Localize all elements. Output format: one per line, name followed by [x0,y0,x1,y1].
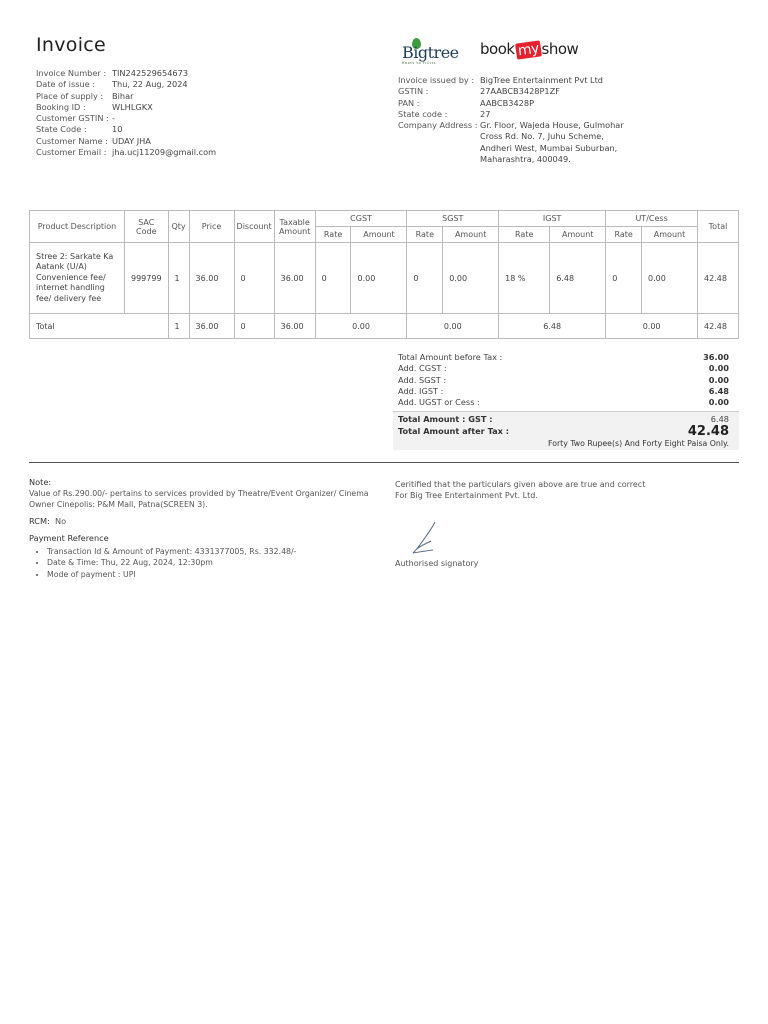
col-amount: Amount [443,227,499,243]
bms-my: my [516,40,540,60]
meta-key: PAN : [398,97,420,108]
totals-label: Total [30,314,169,339]
meta-value: Bihar [112,90,134,101]
divider [29,462,739,463]
meta-key: Place of supply : [36,90,104,101]
summary-totals-box [393,411,739,450]
rcm-value: No [55,516,67,526]
issuer-meta [398,75,630,165]
cell-qty: 1 [168,243,189,314]
col-amount: Amount [550,227,606,243]
meta-key: Customer Email : [36,147,107,158]
cert-line-2: For Big Tree Entertainment Pvt. Ltd. [395,491,538,501]
meta-value: AABCB3428P [480,97,535,108]
payment-list [29,546,379,580]
col-utcess: UT/Cess [606,211,698,227]
col-qty: Qty [168,211,189,243]
meta-key: State code : [398,108,448,119]
col-amount: Amount [351,227,407,243]
rcm-label: RCM: [29,516,50,526]
invoice-table [29,210,739,339]
col-rate: Rate [606,227,642,243]
gst-total-label: Total Amount : GST : [398,414,493,425]
meta-value: Thu, 22 Aug, 2024 [112,79,188,90]
rcm-line [29,516,379,527]
meta-value: TIN242529654673 [112,68,189,78]
cell-sgst-rate: 0 [407,243,443,314]
col-cgst: CGST [315,211,407,227]
after-tax-value: 42.48 [687,423,729,439]
col-sac: SAC Code [125,211,169,243]
totals-cgst: 0.00 [315,314,407,339]
totals-igst: 6.48 [499,314,606,339]
cell-discount: 0 [234,243,274,314]
header-row [30,211,739,227]
authorised-signatory: Authorised signatory [395,559,479,568]
list-item: • Transaction Id & Amount of Payment: 4331377005, Rs. 332.48/- [47,546,379,557]
summary-value: 6.48 [708,385,729,396]
meta-key: Customer Name : [36,135,108,146]
after-tax-label: Total Amount after Tax : [398,425,510,436]
col-rate: Rate [315,227,351,243]
col-discount: Discount [234,211,274,243]
totals-row [30,314,739,339]
meta-value: - [112,113,115,124]
bigtree-wordmark: Bigtree [402,43,459,62]
meta-value: UDAY JHA [112,135,151,146]
summary-label: Add. IGST : [398,385,444,396]
col-sgst: SGST [407,211,499,227]
list-item: • Mode of payment : UPI [47,569,379,580]
bms-show: show [541,40,579,58]
totals-ut: 0.00 [606,314,698,339]
signature-icon [405,520,445,558]
meta-key: Date of issue : [36,79,96,90]
meta-key: Company Address : [398,120,478,131]
cell-sgst-amount: 0.00 [443,243,499,314]
col-igst: IGST [499,211,606,227]
cell-igst-amount: 6.48 [550,243,606,314]
meta-value: BigTree Entertainment Pvt Ltd [480,75,603,85]
cell-description: Stree 2: Sarkate Ka Aatank (U/A) Convenience fee/ internet handling fee/ delivery fee [30,243,125,314]
totals-discount: 0 [234,314,274,339]
certification [395,479,715,502]
totals-total: 42.48 [698,314,739,339]
cell-igst-rate: 18 % [499,243,550,314]
table-row [30,243,739,314]
cert-line-1: Ceritified that the particulars given above are true and correct [395,480,646,489]
cell-price: 36.00 [189,243,234,314]
meta-key: Customer GSTIN : [36,113,109,124]
cell-ut-amount: 0.00 [642,243,698,314]
summary-label: Add. UGST or Cess : [398,397,480,408]
notes-section [29,477,379,580]
bookmyshow-logo [480,40,578,58]
meta-key: Booking ID : [36,101,86,112]
tax-summary [393,352,739,450]
summary-value: 0.00 [708,374,729,385]
meta-value: 27AABCB3428P1ZF [480,86,560,97]
payment-ref-heading: Payment Reference [29,533,109,543]
summary-label: Add. CGST : [398,363,447,374]
col-amount: Amount [642,227,698,243]
totals-qty: 1 [168,314,189,339]
amount-in-words: Forty Two Rupee(s) And Forty Eight Paisa Only. [548,439,729,449]
cell-ut-rate: 0 [606,243,642,314]
company-address: Gr. Floor, Wajeda House, Gulmohar Cross Rd. No. 7, Juhu Scheme, Andheri West, Mumbai Suburban, Maharashtra, 400049. [480,120,624,165]
cell-sac: 999799 [125,243,169,314]
meta-key: Invoice issued by : [398,75,475,85]
summary-label: Add. SGST : [398,374,447,385]
bigtree-logo [400,38,462,68]
note-text: Value of Rs.290.00/- pertains to services provided by Theatre/Event Organizer/ Cinema Owner Cinepolis: P&M Mall, Patna(SCREEN 3). [29,489,369,509]
page-title: Invoice [36,34,107,56]
cell-cgst-amount: 0.00 [351,243,407,314]
summary-label: Total Amount before Tax : [398,352,503,362]
gst-total-value: 6.48 [710,414,729,425]
cell-taxable: 36.00 [274,243,315,314]
meta-value: WLHLGKX [112,101,153,112]
meta-key: State Code : [36,124,87,135]
bms-book: book [480,40,515,58]
list-item: • Date & Time: Thu, 22 Aug, 2024, 12:30pm [47,557,379,568]
totals-taxable: 36.00 [274,314,315,339]
totals-sgst: 0.00 [407,314,499,339]
meta-key: GSTIN : [398,86,429,97]
meta-value: 27 [480,108,491,119]
col-rate: Rate [499,227,550,243]
bigtree-tagline: Roots to Fruits [402,61,437,65]
totals-price: 36.00 [189,314,234,339]
meta-value: jha.ucj11209@gmail.com [112,147,217,158]
summary-value: 0.00 [708,363,729,374]
col-description: Product Description [30,211,125,243]
meta-value: 10 [112,124,123,135]
col-total: Total [698,211,739,243]
note-heading: Note: [29,477,52,487]
cell-total: 42.48 [698,243,739,314]
invoice-meta-left [36,68,216,158]
col-price: Price [189,211,234,243]
summary-value: 0.00 [708,397,729,408]
col-taxable: Taxable Amount [274,211,315,243]
meta-key: Invoice Number : [36,68,107,78]
col-rate: Rate [407,227,443,243]
cell-cgst-rate: 0 [315,243,351,314]
summary-value: 36.00 [703,352,729,362]
